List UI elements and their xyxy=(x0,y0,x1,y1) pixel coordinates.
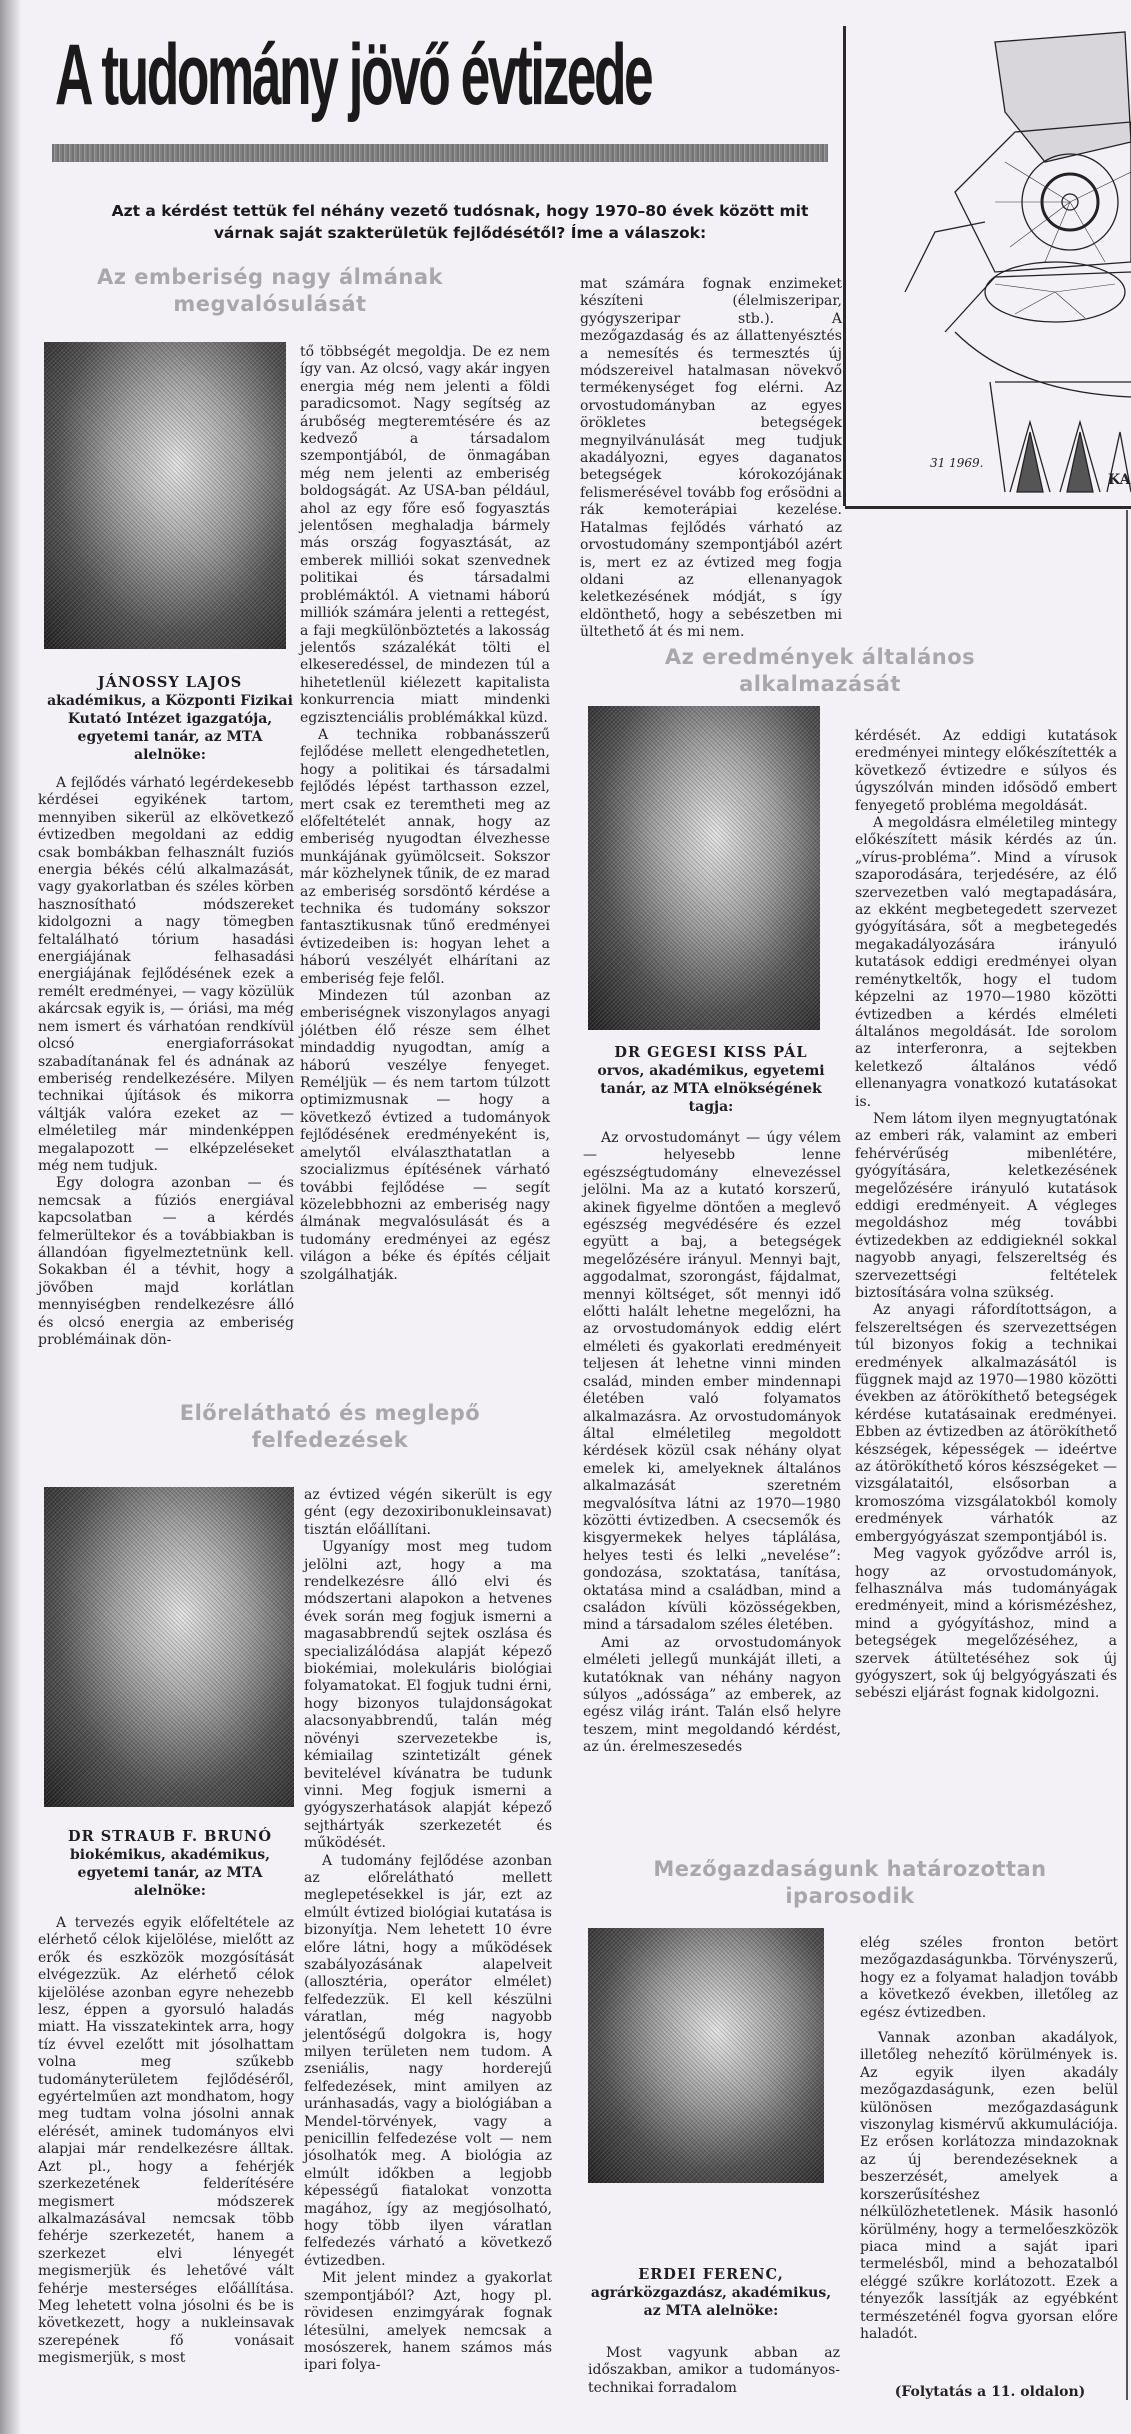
article-intro: Azt a kérdést tettük fel néhány vezető tudósnak, hogy 1970–80 évek között mit várnak saját szakterületük fejlődésétől? Íme a válaszok: xyxy=(111,202,809,242)
paragraph: Ugyanígy most meg tudom jelölni azt, hogy a ma rendelkezésre álló elvi és módszertani alapokon a hetvenes évek során meg fogjuk ismerni a magasabbrendű sejtek oszlása és specializálódása alapját képező biokémiai, molekuláris biológiai folyamatokat. El fogjuk tudni érni, hogy bizonyos tulajdonságokat alacsonyabbrendű, talán még növényi szervezetekbe is, kémiailag szintetizált gének bevitelével kívánatra be tudunk vinni. Meg fogjuk ismerni a gyógyszerhatások alapját képező sejthártyák szerkezetét és működését. xyxy=(304,1539,552,1852)
paragraph: Vannak azonban akadályok, illetőleg nehezítő körülmények is. Az egyik ilyen akadály mezőgazdaságunk, ezen belül különösen mezőgazdaságunk viszonylag kismérvű akkumulációja. Ez erősen korlátozza mindazoknak az új berendezéseknek a beszerzését, amelyek a korszerűsítéshez nélkülözhetetlenek. Másik hasonló körülmény, hogy a termelőeszközök piaca mind a saját ipari termelésből, mind a behozatalból eléggé szűkre korlátozott. Ezek a tényezők lassítják az egyébként természeténél fogva gyorsan előre haladót. xyxy=(860,2030,1118,2342)
paragraph: Az orvostudományt — úgy vélem — helyesebb lenne egészségtudomány elnevezéssel jelölni. Ma az a kutató korszerű, akinek figyelme döntően a meglevő egészség megvédésére és ezzel együtt a baj, a betegségek megelőzésére irányul. Mennyi bajt, aggodalmat, szorongást, fájdalmat, mennyi költséget, sőt mennyi idő előtti halált lehetne megelőzni, ha az orvostudományok eddig elért elméleti és gyakorlati eredményeit teljesen át lehetne vinni minden család, minden ember mindennapi életében való folyamatos alkalmazásra. Az orvostudományok által elméletileg megoldott kérdések közül csak néhány olyat emelek ki, amelyeknek általános alkalmazását szeretném megvalósítva látni az 1970—1980 közötti évtizedben. A csecsemők és kisgyermekek helyes táplálása, helyes testi és lelki „nevelése”: gondozása, szoktatása, tanítása, oktatása mind a családban, mind a családon kívüli közösségekben, mind a társadalom széles életében. xyxy=(583,1130,841,1634)
paragraph: elég széles fronton betört mezőgazdaságunkba. Törvényszerű, hogy ez a folyamat haladjon tovább a következő években, illetőleg az egész évtizedben. xyxy=(860,1935,1118,2021)
person-title: akadémikus, a Központi Fizikai Kutató Intézet igazgatója, egyetemi tanár, az MTA alelnöke: xyxy=(47,693,293,763)
portrait-photo-erdei xyxy=(588,1928,824,2183)
paragraph: Most vagyunk abban az időszakban, amikor a tudományos-technikai forradalom xyxy=(588,2345,840,2396)
person-title: orvos, akadémikus, egyetemi tanár, az MTA elnökségének tagja: xyxy=(597,1063,825,1115)
illustration-signature: 31 1969. xyxy=(930,456,984,470)
paragraph: kérdését. Az eddigi kutatások eredményei mintegy előkészítették a következő évtizedre e súlyos és úgyszólván minden idősödő embert fenyegető probléma megoldását. xyxy=(855,728,1117,814)
portrait-photo-straub xyxy=(44,1487,294,1807)
person-caption-gegesi-kiss xyxy=(580,1044,842,1116)
article-column xyxy=(583,1130,841,1757)
person-title: agrárközgazdász, akadémikus, az MTA alelnöke: xyxy=(590,2285,832,2319)
portrait-photo-janossy xyxy=(44,342,286,649)
paragraph: Mindezen túl azonban az emberiségnek viszonylagos anyagi jólétben élő része sem élhet mindaddig nyugodtan, amíg a háború veszélye fenyeget. Reméljük — és nem tartom túlzott optimizmusnak — hogy a következő évtized a tudományok fejlődésének eredményeként is, amelytől elválaszthatatlan a szocializmus építésének várható további fejlődése — segít közelebbhozni az emberiség nagy álmának megvalósulását és a tudomány eredményei az egész világon a béke és építés céljait szolgálhatják. xyxy=(300,988,550,1283)
person-title: biokémikus, akadémikus, egyetemi tanár, az MTA alelnöke: xyxy=(70,1847,270,1899)
person-name: JÁNOSSY LAJOS xyxy=(97,674,243,691)
paragraph: A fejlődés várható legérdekesebb kérdései egyikének tartom, mennyiben sikerül az elkövetkező évtizedben megoldani az eddig csak bombákban felhasznált fuziós energia békés célú alkalmazását, vagy gyakorlatban és széles körben hasznosítható módszereket kidolgozni a nagy tömegben feltalálható tórium hasadási energiájának felhasadási energiájának fejlődésének ezek a remélt eredményei, — vagy közülük akárcsak egyik is, — óriási, ma még nem ismert és várhatóan rendkívül olcsó energiaforrásokat szabadítanának fel és adnának az emberiség rendelkezésére. Milyen technikai újítások és mikorra váltják valóra ezeket az — elméletileg már mindenképpen megalapozott — elképzeléseket még nem tudjuk. xyxy=(38,775,294,1174)
paragraph: A technika robbanásszerű fejlődése mellett elengedhetetlen, hogy a politikai és társadalmi fejlődés lépést tarthasson ezzel, mert csak ez teremtheti meg az előfeltételét annak, hogy az emberiség nyugodtan élvezhesse munkájának gyümölcseit. Sokszor már közhelynek tűnik, de ez marad az emberiség sorsdöntő kérdése a technika és tudomány sokszor fantasztikusnak tűnő eredményei évtizedeiben is: hogyan lehet a háború veszélyét elhárítani az emberiség feje felől. xyxy=(300,726,550,987)
person-caption-erdei xyxy=(580,2266,842,2320)
headline-rule xyxy=(52,144,828,162)
person-name: DR STRAUB F. BRUNÓ xyxy=(68,1828,272,1845)
article-column xyxy=(38,1915,294,2368)
portrait-photo-gegesi-kiss xyxy=(588,706,820,1030)
article-column xyxy=(300,344,550,1284)
article-column xyxy=(38,775,294,1349)
section-heading-4: Mezőgazdaságunk határozottan iparosodik xyxy=(653,1857,1047,1908)
article-column xyxy=(588,2345,840,2397)
section-heading-3: Az eredmények általános alkalmazását xyxy=(664,645,976,696)
section-heading-2: Előrelátható és meglepő felfedezések xyxy=(179,1401,481,1452)
paragraph: Ami az orvostudományok elméleti jellegű munkáját illeti, a kutatóknak van néhány nagyon súlyos „adóssága” az emberek, az egész világ iránt. Talán első helyre teszem, mint megoldandó kérdést, az ún. érelmeszesedés xyxy=(583,1634,841,1756)
paragraph: Meg vagyok győződve arról is, hogy az orvostudományok, felhasználva más tudományágak eredményeit, mind a kórismézéshez, mind a gyógyításhoz, mind a betegségek megelőzéséhez, a szervek átültetéséhez sok új gyógyszert, sok új belgyógyászati és sebészi eljárást fognak kidolgozni. xyxy=(855,1546,1117,1702)
section-heading-1: Az emberiség nagy álmának megvalósulását xyxy=(97,265,443,316)
stylized-face-drawing-icon xyxy=(845,22,1131,506)
article-column xyxy=(860,1935,1118,2343)
paragraph: tő többségét megoldja. De ez nem így van. Az olcsó, vagy akár ingyen energia még nem jelenti a földi paradicsomot. Nagy segítség az árubőség megteremtésére és az kedvező a társadalom szempontjából, de önmagában még nem jelenti az emberiség boldogságát. Az USA-ban például, ahol az egy főre eső fogyasztás jelentősen meghaladja bármely más ország fogyasztását, az emberek milliói sokat szenvednek politikai és társadalmi problémáktól. A vietnami háború milliók számára jelenti a rettegést, a faji megkülönböztetés a lakosság jelentős százalékát tölti el elkeseredéssel, de mindezen túl a hihetetlenül kiélezett kapitalista konkurrencia miatt mindenki egzisztenciális problémákkal küzd. xyxy=(300,344,550,726)
person-name: ERDEI FERENC, xyxy=(638,2266,784,2283)
paragraph: mat számára fognak enzimeket készíteni (élelmiszeripar, gyógyszeripar stb.). A mezőgazdaság és az állattenyésztés a nemesítés és termesztés új módszereivel hatalmasan növekvő termékenységet fog elérni. Az orvostudományban az egyes örökletes betegségek megnyilvánulását meg tudjuk akadályozni, egyes daganatos betegségek kórokozójának felismerésével tovább fog erősödni a rák kemoterápiai kezelése. Hatalmas fejlődés várható az orvostudomány szempontjából azért is, mert ez az évtized meg fogja oldani az ellenanyagok keletkezésének módját, s így eldönthető, hogy a sebészetben mi ültethető át és mi nem. xyxy=(580,276,842,641)
person-caption-straub xyxy=(40,1828,300,1900)
person-name: DR GEGESI KISS PÁL xyxy=(614,1044,808,1061)
article-column xyxy=(855,728,1117,1703)
paragraph: Egy dologra azonban — és nemcsak a fúziós energiával kapcsolatban — a kérdés felmerültekor és a továbbiakban is állandóan figyelmeztetnünk kell. Sokakban él a tévhit, hogy a jövőben majd korlátlan mennyiségben rendelkezésre álló és olcsó energia az emberiség problémáinak dön- xyxy=(38,1175,294,1348)
article-headline: A tudomány jövő évtizede xyxy=(55,27,652,123)
artist-initials: KA xyxy=(1108,472,1131,488)
paragraph: A megoldásra elméletileg mintegy előkészített másik kérdés az ún. „vírus-probléma”. Mind a vírusok szaporodására, terjedésére, az élő szervezetben való megtapadására, az ekként megbetegedett szervezet gyógyítására, sőt a megbetegedés megakadályozására irányuló kutatások eddigi eredményei olyan reménytkeltők, hogy el tudom képzelni az 1970—1980 közötti évtizedben a kérdés elméleti általános megoldását. Ide sorolom az interferonra, a sejtekben keletkező általános védő ellenanyagra vonatkozó kutatásokat is. xyxy=(855,815,1117,1110)
column-divider xyxy=(1126,510,1128,2400)
scan-edge-shadow xyxy=(0,0,22,2434)
paragraph: Mit jelent mindez a gyakorlat szempontjából? Azt, hogy pl. rövidesen enzimgyárak fognak létesülni, amelyek nemcsak a mosószerek, hanem számos más ipari folya- xyxy=(304,2270,552,2374)
paragraph: az évtized végén sikerült is egy gént (egy dezoxiribonukleinsavat) tisztán előállítani. xyxy=(304,1487,552,1538)
article-column xyxy=(580,276,842,642)
illustration xyxy=(845,22,1131,509)
paragraph: Az anyagi ráfordítottságon, a felszereltségen és szervezettségen túl bizonyos fokig a technikai eredmények alkalmazásától is függnek majd az 1970—1980 közötti években az átörökíthető betegségek kérdése kutatásainak eredményei. Ebben az évtizedben az átörökíthető készségek, képességek — ideértve az átörökíthető kóros készségeket — vizsgálataitól, elsősorban a kromoszóma vizsgálatokból komoly eredmények várhatók az embergyógyászat szempontjából is. xyxy=(855,1302,1117,1545)
person-caption-janossy xyxy=(40,674,300,764)
paragraph: A tudomány fejlődése azonban az előrelátható mellett meglepetésekkel is jár, ezt az elmúlt évtized biológiai kutatása is bizonyítja. Nem lehetett 10 évre előre látni, hogy a működések szabályozásának alapelveit (allosztéria, operátor elmélet) felfedezzük. El kell készülni váratlan, még nagyobb jelentőségű dolgokra is, hogy milyen területen nem tudom. A zseniális, nagy horderejű felfedezések, mint amilyen az uránhasadás, vagy a biológiában a Mendel-törvények, vagy a penicillin felfedezése volt — nem jósolhatók meg. A biológia az elmúlt időkben a legjobb képességű fiatalokat vonzotta magához, így az megjósolható, hogy több ilyen váratlan felfedezés várható a következő évtizedben. xyxy=(304,1852,552,2269)
article-column xyxy=(304,1487,552,2375)
paragraph: A tervezés egyik előfeltétele az elérhető célok kijelölése, mielőtt az erők és eszközök mozgósítását elvégezzük. Az elérhető célok kijelölése azonban egyre nehezebb lesz, éppen a gyorsuló haladás miatt. Ha visszatekintek arra, hogy tíz évvel ezelőtt mit jósolhattam volna meg szűkebb tudományterületem fejlődéséről, egyértelműen azt mondhatom, hogy meg tudtam volna jósolni annak elérését, aminek tudományos elvi alapjai már rendelkezésre álltak. Azt pl., hogy a fehérjék szerkezetének felderítésére megismert módszerek alkalmazásával nemcsak több fehérje szerkezetét, hanem a szerkezet elvi lényegét megismerjük és lehetővé vált fehérje mesterséges előállítása. Meg lehetett volna jósolni és be is következett, hogy a nukleinsavak szerepének fő vonásait megismerjük, s most xyxy=(38,1915,294,2367)
paragraph: Nem látom ilyen megnyugtatónak az emberi rák, valamint az emberi fehérvérűség mibenlétére, gyógyítására, keletkezésének megelőzésére irányuló kutatások eddigi eredményeit. A végleges megoldáshoz még további évtizedekben az eddigieknél sokkal nagyobb anyagi, felszereltség és szervezettségi feltételek biztosítására volna szükség. xyxy=(855,1110,1117,1301)
continuation-note: (Folytatás a 11. oldalon) xyxy=(894,2384,1086,2400)
